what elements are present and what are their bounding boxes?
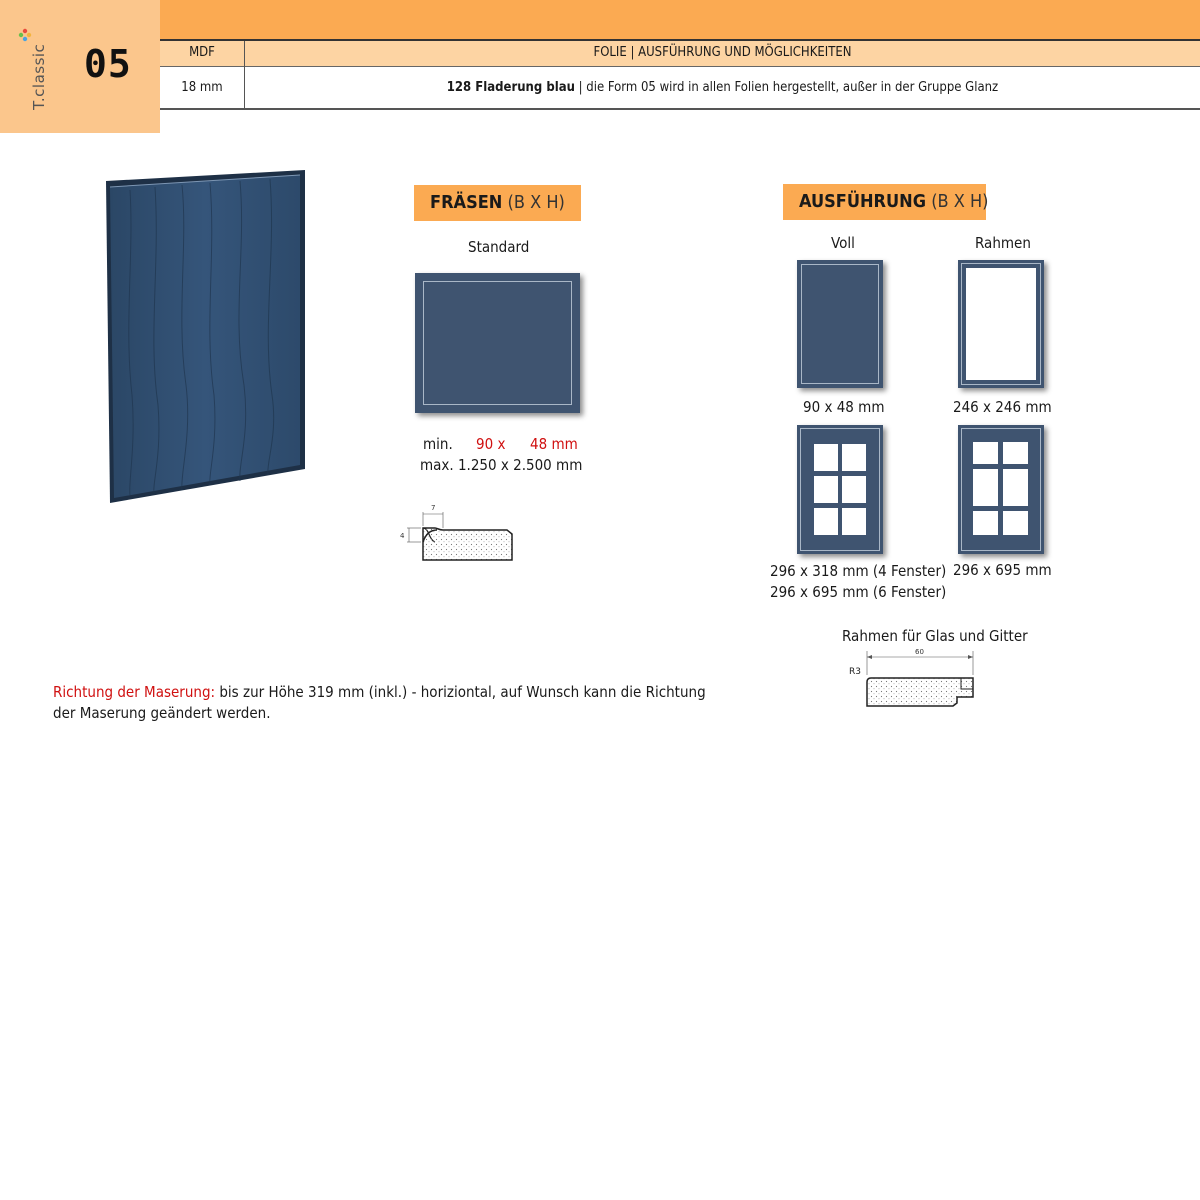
- min-label: min.: [423, 435, 453, 453]
- fraesen-title: [414, 185, 581, 221]
- window-pane: [1003, 511, 1028, 535]
- ausfuehrung-title: [783, 184, 989, 220]
- header-bar: [160, 0, 1200, 41]
- grain-note-line1: bis zur Höhe 319 mm (inkl.) - horiziontal, auf Wunsch kann die Richtung: [215, 683, 706, 701]
- fenster-size-4: 296 x 318 mm (4 Fenster): [770, 562, 947, 580]
- voll-size: 90 x 48 mm: [803, 398, 885, 416]
- voll-panel: [797, 260, 883, 388]
- gitter-size: 296 x 695 mm: [953, 561, 1052, 579]
- profile-dim-left: 4: [400, 532, 405, 540]
- window-pane: [973, 511, 998, 535]
- voll-panel-edge: [801, 264, 879, 384]
- window-pane: [842, 476, 866, 503]
- sprossen-left-edge: [800, 428, 880, 551]
- window-pane: [814, 444, 838, 471]
- window-pane: [973, 442, 998, 464]
- ausfuehrung-title-text: AUSFÜHRUNG: [799, 191, 927, 212]
- voll-label: Voll: [831, 234, 855, 252]
- window-pane: [814, 508, 838, 535]
- form-number: 05: [84, 42, 132, 86]
- min-width: 90 x: [476, 435, 506, 453]
- window-pane: [814, 476, 838, 503]
- col-mdf-header: MDF: [189, 45, 215, 60]
- folie-note: | die Form 05 wird in allen Folien hergestellt, außer in der Gruppe Glanz: [574, 80, 999, 95]
- glas-gitter-title: Rahmen für Glas und Gitter: [842, 627, 1028, 645]
- col-folie-header: FOLIE | AUSFÜHRUNG UND MÖGLICHKEITEN: [593, 45, 852, 60]
- window-pane: [1003, 469, 1028, 506]
- grain-direction-note: [53, 682, 733, 724]
- max-size: max. 1.250 x 2.500 mm: [420, 456, 583, 474]
- grain-note-line2: der Maserung geändert werden.: [53, 704, 271, 722]
- window-pane: [973, 469, 998, 506]
- rahmen-panel: [958, 260, 1044, 388]
- window-pane: [842, 508, 866, 535]
- brand-logo: [10, 22, 50, 112]
- folie-description: [245, 80, 1200, 95]
- ausfuehrung-unit: (B X H): [931, 191, 989, 212]
- profile-dim-top: 7: [431, 504, 436, 512]
- fraesen-unit: (B X H): [507, 192, 565, 213]
- min-height: 48 mm: [530, 435, 578, 453]
- sprossen-panel-right: [958, 425, 1044, 554]
- grain-note-label: Richtung der Maserung:: [53, 683, 216, 701]
- fraesen-profile-drawing: [395, 498, 520, 566]
- folie-name: 128 Fladerung blau: [446, 80, 575, 95]
- glas-radius: R3: [849, 667, 861, 677]
- sprossen-panel-left: [797, 425, 883, 554]
- standard-label: Standard: [468, 238, 530, 256]
- window-pane: [842, 444, 866, 471]
- mdf-thickness: 18 mm: [181, 80, 223, 95]
- door-front-image: [100, 165, 315, 510]
- rahmen-label: Rahmen: [975, 234, 1031, 252]
- glas-profile-drawing: [845, 645, 980, 711]
- flower-icon: [18, 28, 32, 42]
- rahmen-opening: [966, 268, 1036, 380]
- fenster-size-6: 296 x 695 mm (6 Fenster): [770, 583, 947, 601]
- milling-line: [423, 281, 572, 405]
- standard-milling-panel: [415, 273, 580, 413]
- brand-name: T.classic: [30, 43, 48, 110]
- window-pane: [1003, 442, 1028, 464]
- glas-width-dim: 60: [915, 648, 924, 656]
- rahmen-size: 246 x 246 mm: [953, 398, 1052, 416]
- fraesen-title-text: FRÄSEN: [430, 192, 503, 213]
